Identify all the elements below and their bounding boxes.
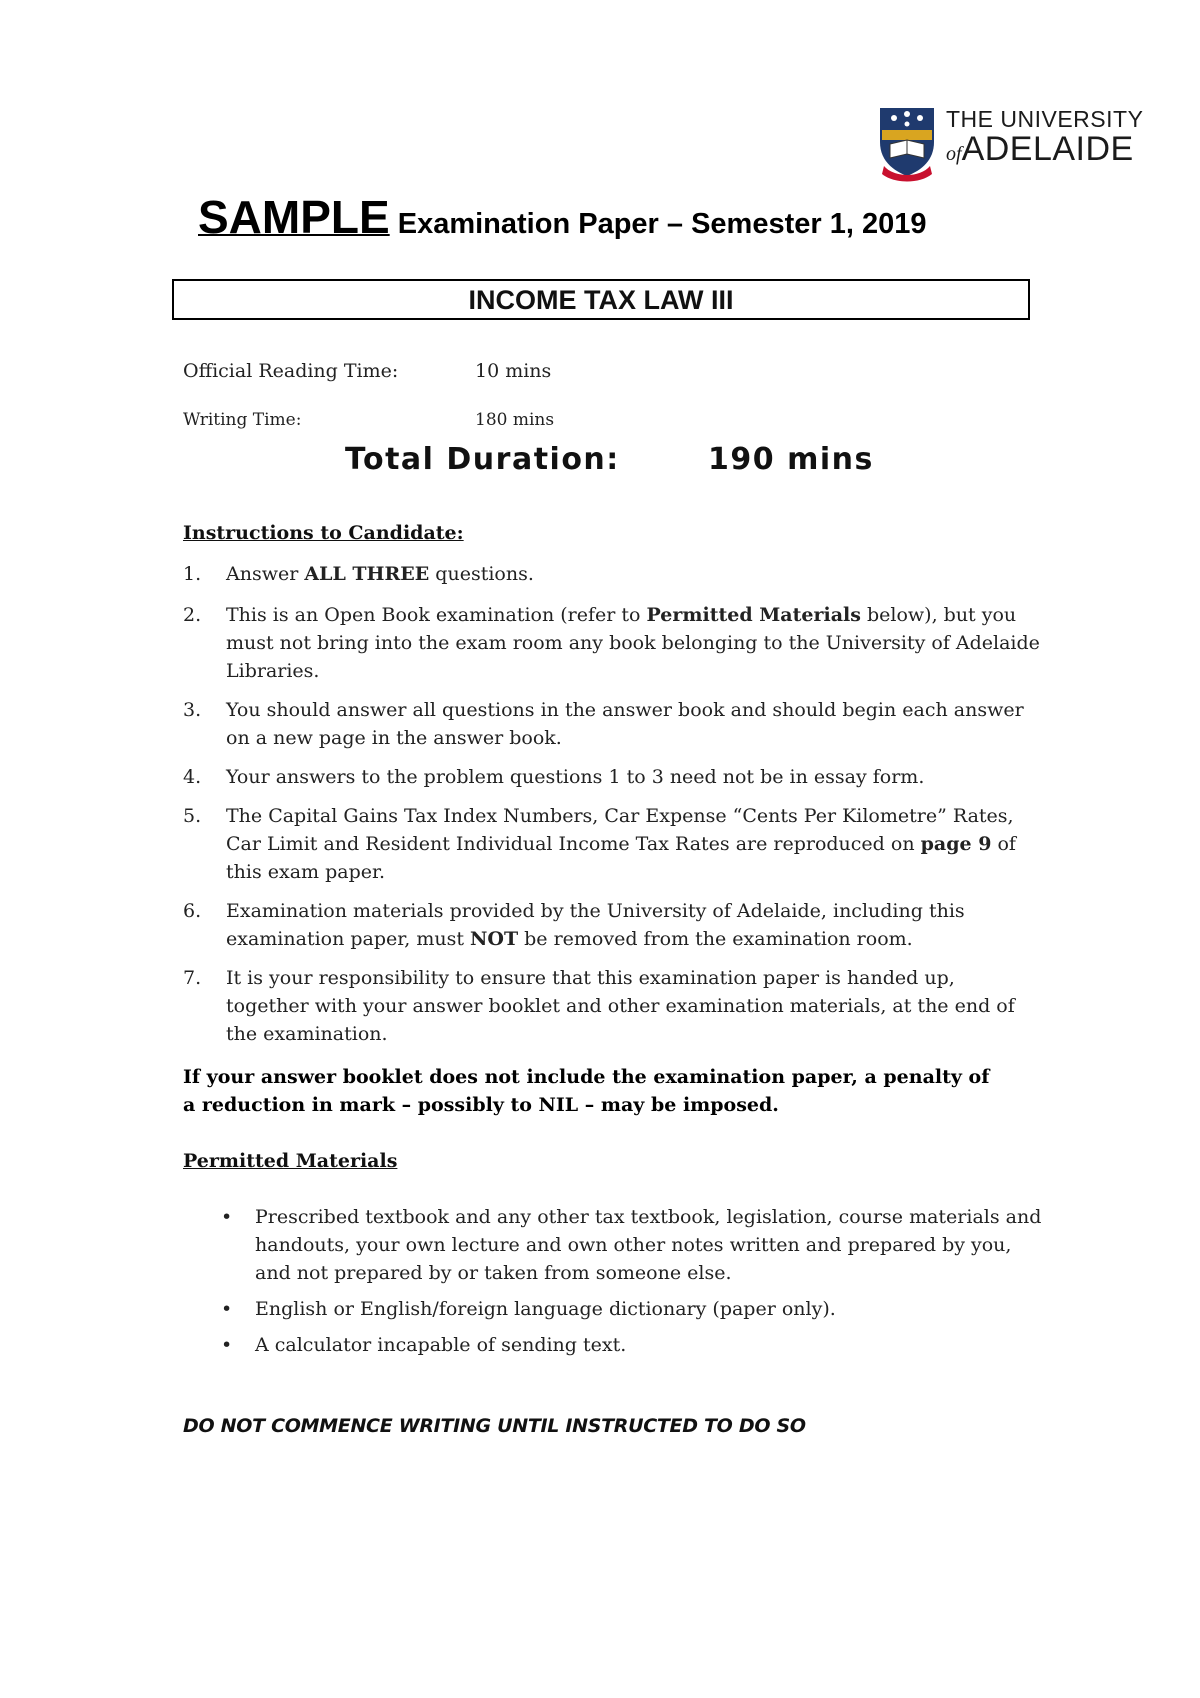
- instruction-number: 5.: [183, 805, 202, 827]
- do-not-commence-warning: DO NOT COMMENCE WRITING UNTIL INSTRUCTED TO DO SO: [183, 1415, 806, 1437]
- university-crest-icon: [876, 104, 938, 184]
- instruction-text: Examination materials provided by the University of Adelaide, including this examination paper, must: [226, 900, 965, 950]
- instruction-text: below), but you must not bring into the exam room any book belonging to the University of Adelaide Libraries.: [226, 604, 1040, 682]
- reading-time-label: Official Reading Time:: [183, 360, 399, 382]
- instruction-text: be removed from the examination room.: [518, 928, 913, 950]
- logo-line-1: THE UNIVERSITY: [946, 106, 1144, 132]
- title-rest: Examination Paper – Semester 1, 2019: [389, 208, 927, 240]
- instruction-text: It is your responsibility to ensure that this examination paper is handed up, together with your answer booklet and other examination materials, at the end of the examination.: [226, 967, 1015, 1045]
- instruction-item: [183, 560, 1043, 588]
- instructions-list: [183, 560, 1043, 1048]
- instruction-text: Your answers to the problem questions 1 to 3 need not be in essay form.: [226, 766, 925, 788]
- permitted-item-text: A calculator incapable of sending text.: [255, 1334, 627, 1356]
- total-duration-label: Total Duration:: [345, 442, 620, 477]
- instruction-number: 6.: [183, 900, 202, 922]
- instruction-emphasis: page 9: [920, 833, 992, 855]
- logo-name: ADELAIDE: [961, 130, 1134, 168]
- instruction-item: [183, 601, 1043, 685]
- permitted-item: [183, 1203, 1043, 1287]
- instruction-text: Answer: [226, 563, 305, 585]
- university-logo: [876, 104, 1144, 184]
- instruction-text: of this exam paper.: [226, 833, 1016, 883]
- instruction-item: [183, 696, 1043, 752]
- bullet-icon: •: [221, 1298, 233, 1320]
- instruction-number: 4.: [183, 766, 202, 788]
- instruction-text: You should answer all questions in the answer book and should begin each answer on a new page in the answer book.: [226, 699, 1024, 749]
- penalty-warning: If your answer booklet does not include the examination paper, a penalty of a reduction in mark – possibly to NIL – may be imposed.: [183, 1066, 990, 1116]
- instruction-number: 3.: [183, 699, 202, 721]
- instructions-heading: Instructions to Candidate:: [183, 522, 464, 544]
- bullet-icon: •: [221, 1206, 233, 1228]
- instruction-item: [183, 802, 1043, 886]
- permitted-materials-list: [183, 1203, 1043, 1359]
- instruction-text: This is an Open Book examination (refer to: [226, 604, 647, 626]
- instruction-item: [183, 964, 1043, 1048]
- instruction-number: 7.: [183, 967, 202, 989]
- writing-time-label: Writing Time:: [183, 410, 302, 430]
- instruction-text: The Capital Gains Tax Index Numbers, Car Expense “Cents Per Kilometre” Rates, Car Limit and Resident Individual Income Tax Rates are reproduced on: [226, 805, 1014, 855]
- instruction-emphasis: ALL THREE: [304, 563, 430, 585]
- instruction-number: 2.: [183, 604, 202, 626]
- page-title: [198, 190, 926, 244]
- course-title: INCOME TAX LAW III: [172, 279, 1030, 320]
- instruction-item: [183, 763, 1043, 791]
- permitted-materials-heading: Permitted Materials: [183, 1150, 398, 1172]
- reading-time-value: 10 mins: [475, 360, 552, 382]
- permitted-item-text: English or English/foreign language dictionary (paper only).: [255, 1298, 836, 1320]
- writing-time-value: 180 mins: [475, 410, 555, 430]
- logo-line-2: [946, 130, 1134, 169]
- permitted-item-text: Prescribed textbook and any other tax textbook, legislation, course materials and handouts, your own lecture and own other notes written and prepared by you, and not prepared by or taken from someone else.: [255, 1206, 1042, 1284]
- permitted-item: [183, 1295, 1043, 1323]
- instruction-number: 1.: [183, 563, 202, 585]
- instruction-text: questions.: [429, 563, 534, 585]
- instruction-emphasis: Permitted Materials: [646, 604, 861, 626]
- title-sample: SAMPLE: [198, 191, 390, 243]
- instruction-item: [183, 897, 1043, 953]
- permitted-item: [183, 1331, 1043, 1359]
- bullet-icon: •: [221, 1334, 233, 1356]
- instruction-emphasis: NOT: [470, 928, 519, 950]
- logo-of: of: [946, 143, 962, 165]
- total-duration-value: 190 mins: [708, 442, 874, 477]
